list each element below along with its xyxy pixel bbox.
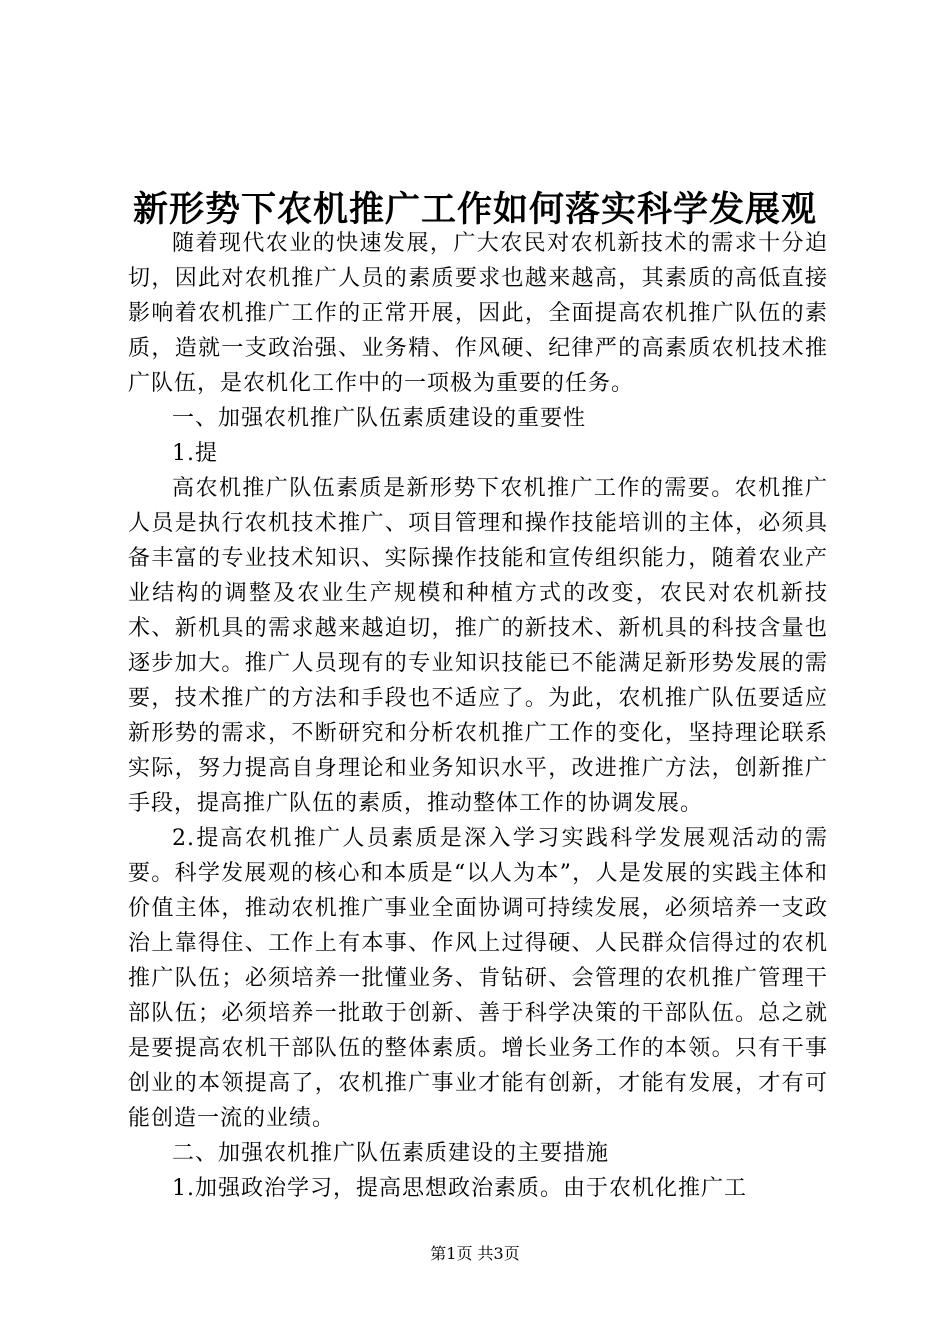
subsection-marker-1: 1.提 <box>172 441 218 466</box>
document-body <box>128 226 828 1206</box>
document-title: 新形势下农机推广工作如何落实科学发展观 <box>132 189 817 230</box>
body-paragraph: 2.提高农机推广人员素质是深入学习实践科学发展观活动的需要。科学发展观的核心和本质是“以人为本”，人是发展的实践主体和价值主体，推动农机推广事业全面协调可持续发展，必须培养一支政治上靠得住、工作上有本事、作风上过得硬、人民群众信得过的农机推广队伍；必须培养一批懂业务、肯钻研、会管理的农机推广管理干部队伍；必须培养一批敢于创新、善于科学决策的干部队伍。总之就是要提高农机干部队伍的整体素质。增长业务工作的本领。只有干事创业的本领提高了，农机推广事业才能有创新，才能有发展，才有可能创造一流的业绩。 <box>128 826 828 1131</box>
section-heading-1: 一、加强农机推广队伍素质建设的重要性 <box>172 406 587 431</box>
body-paragraph: 高农机推广队伍素质是新形势下农机推广工作的需要。农机推广人员是执行农机技术推广、项目管理和操作技能培训的主体，必须具备丰富的专业技术知识、实际操作技能和宣传组织能力，随着农业产业结构的调整及农业生产规模和种植方式的改变，农民对农机新技术、新机具的需求越来越迫切，推广的新技术、新机具的科技含量也逐步加大。推广人员现有的专业知识技能已不能满足新形势发展的需要，技术推广的方法和手段也不适应了。为此，农机推广队伍要适应新形势的需求，不断研究和分析农机推广工作的变化，坚持理论联系实际，努力提高自身理论和业务知识水平，改进推广方法，创新推广手段，提高推广队伍的素质，推动整体工作的协调发展。 <box>128 476 828 816</box>
page-number-footer: 第1页 共3页 <box>430 1244 520 1263</box>
body-paragraph: 1.加强政治学习，提高思想政治素质。由于农机化推广工 <box>172 1176 747 1201</box>
section-heading-2: 二、加强农机推广队伍素质建设的主要措施 <box>172 1141 610 1166</box>
intro-paragraph: 随着现代农业的快速发展，广大农民对农机新技术的需求十分迫切，因此对农机推广人员的素质要求也越来越高，其素质的高低直接影响着农机推广工作的正常开展，因此，全面提高农机推广队伍的素质，造就一支政治强、业务精、作风硬、纪律严的高素质农机技术推广队伍，是农机化工作中的一项极为重要的任务。 <box>128 231 828 396</box>
